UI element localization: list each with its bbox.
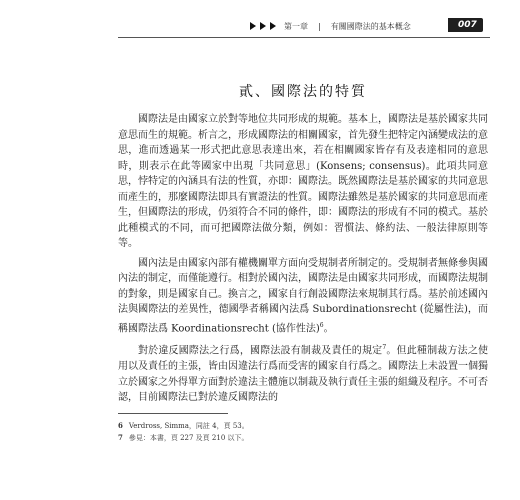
footnote-number: 6 (118, 421, 123, 430)
footnote-ref[interactable]: 6 (319, 321, 324, 329)
paragraph-text: 國內法是由國家內部有權機關單方面向受規制者所制定的。受規制者無條參與國內法的制定，而僅能遵行。相對於國內法，國際法是由國家共同形成，而國際法規制的對象，則是國家自己。換言之，國家自行創設國際法來規制其行爲。基於前述國內法與國際法的差異性，德國學者稱國內法爲 Subordinationsrecht (從屬性法)，而稱國際法爲 Koordinationsrecht (協作性法) (118, 257, 488, 334)
running-header (250, 16, 411, 36)
triangle-marker-icon (260, 22, 266, 30)
paragraph-tail: 。 (323, 322, 334, 334)
paragraph-tail: 。但此種制裁方法之使用以及責任的主張，皆由因違法行爲而受害的國家自行爲之。國際法上未設置一個獨立於國家之外得單方面對於違法主體施以制裁及執行責任主張的組織及程序。不可否認，目前國際法已對於違反國際法的 (118, 345, 489, 404)
footnote-ref[interactable]: 7 (382, 344, 387, 352)
header-rule (118, 37, 490, 38)
paragraph (118, 256, 488, 337)
footnote-rule (118, 413, 228, 414)
footnote-text: Verdross, Simma，同註 4，頁 53。 (128, 422, 249, 430)
footnote-text: 參見：本書，頁 227 及頁 210 以下。 (128, 434, 249, 442)
body-text (118, 112, 488, 410)
paragraph (118, 340, 488, 405)
paragraph-text: 對於違反國際法之行爲，國際法設有制裁及責任的規定 (138, 345, 383, 357)
footnote (118, 432, 488, 444)
triangle-marker-icon (250, 22, 256, 30)
footnotes (118, 420, 488, 444)
paragraph (118, 112, 488, 252)
paragraph-text: 國際法是由國家立於對等地位共同形成的規範。基本上，國際法是基於國家共同意思而生的規範。析言之，形成國際法的相關國家，首先發生把特定內涵變成法的意思，進而透過某一形式把此意思表達出來，若在相關國家皆存有及表達相同的意思時，則表示在此等國家中出現「共同意思」(Konsens; consensus)。此項共同意思，悖特定的內涵具有法的性質，亦即：國際法。既然國際法是基於國家的共同意思而產生的，那麼國際法即具有實證法的性質。國際法雖然是基於國家的共同意思而產生，但國際法的形成，仍須符合不同的條件，即：國際法的形成有不同的模式。基於此種模式的不同，而可把國際法做分類，例如：習慣法、條約法、一般法律原則等等。 (118, 114, 488, 249)
header-separator: | (318, 21, 321, 31)
footnote (118, 420, 488, 432)
footnote-number: 7 (118, 433, 123, 442)
triangle-marker-icon (270, 22, 276, 30)
chapter-title: 有關國際法的基本概念 (330, 21, 411, 31)
section-title: 貳、國際法的特質 (239, 84, 367, 100)
chapter-label: 第一章 (284, 21, 308, 31)
page-number: 007 (448, 18, 483, 32)
